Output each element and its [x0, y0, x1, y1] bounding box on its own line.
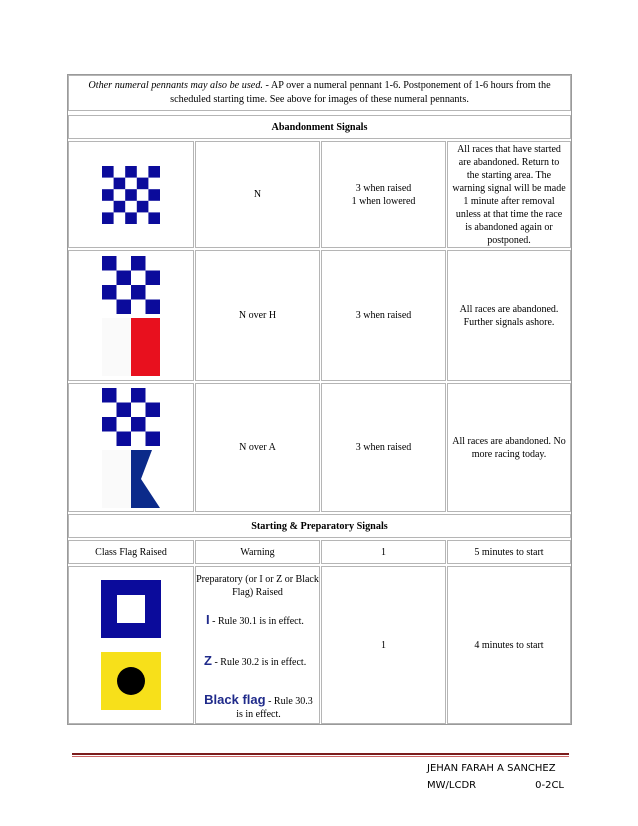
- flag-n-over-h-cell: [68, 250, 194, 381]
- prep-z-text: - Rule 30.2 is in effect.: [211, 657, 307, 668]
- signal-n: N: [195, 141, 320, 248]
- footer-name: JEHAN FARAH A SANCHEZ: [427, 763, 556, 774]
- prep-title: Preparatory (or I or Z or Black Flag) Raised: [196, 574, 319, 598]
- note-cell: [68, 75, 571, 111]
- class-flag-raised: Class Flag Raised: [68, 540, 194, 564]
- abandonment-heading: Abandonment Signals: [68, 115, 571, 139]
- meaning-n: All races that have started are abandoned. Return to the starting area. The warning signal will be made 1 minute after removal unless at that time the race is abandoned again or postponed.: [447, 141, 571, 248]
- flag-n-icon: [102, 166, 160, 224]
- signals-table: [67, 74, 572, 725]
- footer-code: 0-2CL: [535, 780, 564, 791]
- prep-black-text: - Rule 30.3 is in effect.: [236, 696, 313, 720]
- prep-z-letter: Z: [204, 653, 212, 668]
- footer-row: [427, 777, 564, 794]
- meaning-n-over-a: All races are abandoned. No more racing today.: [447, 383, 571, 512]
- prep-black-line: [200, 693, 317, 721]
- footer: [427, 760, 577, 794]
- flag-i-icon: [101, 652, 161, 710]
- prep-signal-cell: [195, 566, 320, 724]
- warning-signal: Warning: [195, 540, 320, 564]
- prep-flags: [101, 580, 161, 710]
- flag-n-over-a-icon: [102, 388, 160, 508]
- flag-n-cell: [68, 141, 194, 248]
- meaning-n-over-h: All races are abandoned. Further signals ashore.: [447, 250, 571, 381]
- flag-n-over-a-cell: [68, 383, 194, 512]
- prep-i-text: - Rule 30.1 is in effect.: [209, 616, 304, 627]
- prep-flags-cell: [68, 566, 194, 724]
- sound-n: 3 when raised 1 when lowered: [321, 141, 446, 248]
- prep-black-letter: Black flag: [204, 692, 266, 707]
- flag-n-over-h-icon: [102, 256, 160, 376]
- footer-rule-thin: [72, 756, 569, 757]
- warning-time: 5 minutes to start: [447, 540, 571, 564]
- flag-p-icon: [101, 580, 161, 638]
- sound-n-over-h: 3 when raised: [321, 250, 446, 381]
- prep-sound: 1: [321, 566, 446, 724]
- prep-z-line: [204, 654, 320, 669]
- note-italic: Other numeral pennants may also be used.: [88, 80, 263, 91]
- sound-n-over-a: 3 when raised: [321, 383, 446, 512]
- warning-sound: 1: [321, 540, 446, 564]
- prep-i-line: [206, 613, 318, 628]
- signal-n-over-a: N over A: [195, 383, 320, 512]
- starting-heading: Starting & Preparatory Signals: [68, 514, 571, 538]
- prep-i-letter: I: [206, 612, 210, 627]
- signal-n-over-h: N over H: [195, 250, 320, 381]
- footer-rule: [72, 753, 569, 755]
- footer-dept: MW/LCDR: [427, 780, 477, 791]
- prep-time: 4 minutes to start: [447, 566, 571, 724]
- note-text: - AP over a numeral pennant 1-6. Postponement of 1-6 hours from the scheduled starting time. See above for images of these numeral pennants.: [170, 80, 551, 105]
